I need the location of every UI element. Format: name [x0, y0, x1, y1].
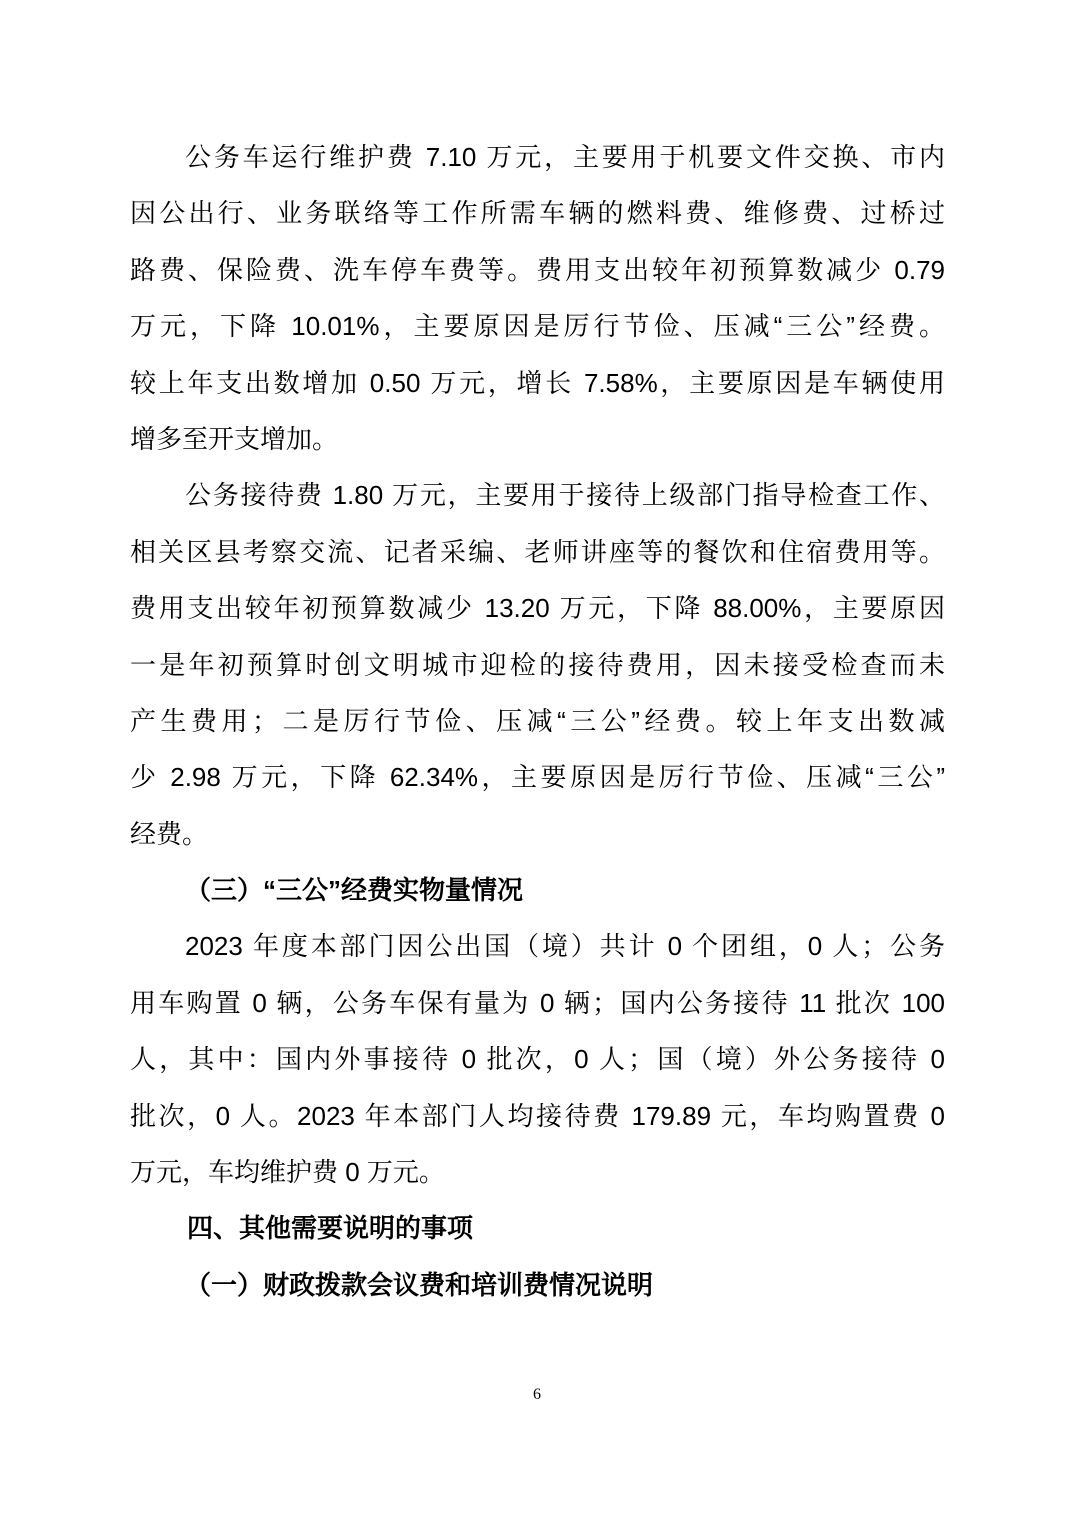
paragraph-line: 费用支出较年初预算数减少 13.20 万元，下降 88.00%，主要原因 [130, 593, 945, 624]
paragraph [130, 467, 945, 862]
paragraph [130, 129, 945, 467]
paragraph-line: 经费。 [130, 818, 209, 849]
document-body [130, 129, 945, 1313]
section-heading [130, 862, 945, 918]
heading-text: （一）财政拨款会议费和培训费情况说明 [185, 1269, 654, 1300]
paragraph-line: 路费、保险费、洗车停车费等。费用支出较年初预算数减少 0.79 [130, 254, 945, 285]
paragraph-line: 相关区县考察交流、记者采编、老师讲座等的餐饮和住宿费用等。 [130, 536, 945, 567]
heading-text: 四、其他需要说明的事项 [187, 1213, 474, 1244]
section-heading [130, 1257, 945, 1313]
paragraph-line: 公务接待费 1.80 万元，主要用于接待上级部门指导检查工作、 [185, 480, 945, 511]
paragraph-line: 产生费用；二是厉行节俭、压减“三公”经费。较上年支出数减 [130, 705, 945, 736]
paragraph-line: 较上年支出数增加 0.50 万元，增长 7.58%，主要原因是车辆使用 [130, 367, 945, 398]
page-number: 6 [533, 1386, 541, 1403]
paragraph-line: 因公出行、业务联络等工作所需车辆的燃料费、维修费、过桥过 [130, 198, 945, 229]
paragraph [130, 918, 945, 1200]
paragraph-line: 万元，车均维护费 0 万元。 [130, 1157, 445, 1188]
paragraph-line: 用车购置 0 辆，公务车保有量为 0 辆；国内公务接待 11 批次 100 [130, 987, 945, 1018]
paragraph-line: 一是年初预算时创文明城市迎检的接待费用，因未接受检查而未 [130, 649, 945, 680]
section-heading [130, 1200, 945, 1256]
paragraph-line: 批次，0 人。2023 年本部门人均接待费 179.89 元，车均购置费 0 [130, 1100, 945, 1131]
paragraph-line: 公务车运行维护费 7.10 万元，主要用于机要文件交换、市内 [185, 142, 945, 172]
heading-text: （三）“三公”经费实物量情况 [185, 875, 524, 906]
paragraph-line: 万元，下降 10.01%，主要原因是厉行节俭、压减“三公”经费。 [130, 311, 945, 342]
paragraph-line: 增多至开支增加。 [130, 423, 339, 454]
paragraph-line: 少 2.98 万元，下降 62.34%，主要原因是厉行节俭、压减“三公” [130, 762, 945, 793]
paragraph-line: 2023 年度本部门因公出国（境）共计 0 个团组，0 人；公务 [185, 931, 945, 962]
paragraph-line: 人，其中：国内外事接待 0 批次，0 人；国（境）外公务接待 0 [130, 1044, 945, 1075]
